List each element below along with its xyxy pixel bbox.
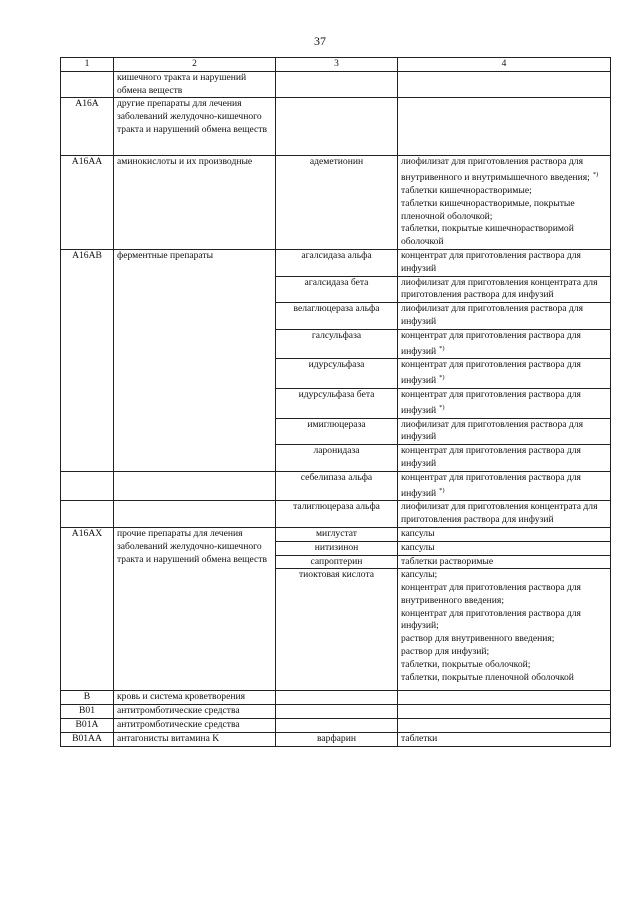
drug-name-cell: идурсульфаза бета xyxy=(276,388,398,418)
group-name-cell: другие препараты для лечения заболеваний желудочно-кишечного тракта и нарушений обмена веществ xyxy=(114,98,276,156)
drug-name-cell: адеметионин xyxy=(276,156,398,250)
column-header: 1 xyxy=(61,58,114,72)
dosage-form-cell xyxy=(398,71,611,98)
drug-name-cell: нитизинон xyxy=(276,541,398,555)
group-name-cell: кровь и система кроветворения xyxy=(114,691,276,705)
dosage-form-cell: лиофилизат для приготовления концентрата для приготовления раствора для инфузий xyxy=(398,501,611,528)
group-name-cell: антитромботические средства xyxy=(114,705,276,719)
atc-code-cell xyxy=(61,71,114,98)
table-row xyxy=(61,705,611,719)
dosage-form-cell xyxy=(398,329,611,359)
drug-name-cell: себелипаза альфа xyxy=(276,471,398,501)
drug-name-cell xyxy=(276,98,398,156)
dosage-form-cell xyxy=(398,98,611,156)
dosage-form-line: раствор для внутривенного введения; xyxy=(401,633,555,645)
dosage-form-cell xyxy=(398,719,611,733)
table-row xyxy=(61,719,611,733)
group-name-cell xyxy=(114,471,276,501)
dosage-form-cell: лиофилизат для приготовления раствора для инфузий xyxy=(398,418,611,445)
dosage-form-line: концентрат для приготовления раствора для инфузий xyxy=(401,388,581,416)
drug-name-cell xyxy=(276,71,398,98)
footnote-mark: *) xyxy=(439,374,445,382)
atc-code-cell xyxy=(61,471,114,501)
drug-name-cell: агалсидаза альфа xyxy=(276,249,398,276)
atc-code-cell: A16A xyxy=(61,98,114,156)
drug-name-cell: варфарин xyxy=(276,732,398,746)
table-row xyxy=(61,691,611,705)
atc-code-cell: B01 xyxy=(61,705,114,719)
dosage-form-cell: таблетки растворимые xyxy=(398,555,611,569)
column-header: 4 xyxy=(398,58,611,72)
dosage-form-line: таблетки кишечнорастворимые; xyxy=(401,184,532,196)
drug-name-cell xyxy=(276,719,398,733)
drug-name-cell: велаглюцераза альфа xyxy=(276,303,398,330)
group-name-cell: прочие препараты для лечения заболеваний желудочно-кишечного тракта и нарушений обмена веществ xyxy=(114,527,276,691)
atc-code-cell: B01AA xyxy=(61,732,114,746)
dosage-form-line: лиофилизат для приготовления раствора для внутривенного и внутримышечного введения; xyxy=(401,156,590,184)
header-row xyxy=(61,58,611,72)
dosage-form-cell xyxy=(398,569,611,691)
group-name-cell: аминокислоты и их производные xyxy=(114,156,276,250)
dosage-form-cell: лиофилизат для приготовления концентрата для приготовления раствора для инфузий xyxy=(398,276,611,303)
dosage-form-line: таблетки, покрытые кишечнорастворимой оболочкой xyxy=(401,223,574,248)
dosage-form-cell xyxy=(398,388,611,418)
dosage-form-cell xyxy=(398,471,611,501)
group-name-cell xyxy=(114,501,276,528)
group-name-cell: антагонисты витамина K xyxy=(114,732,276,746)
atc-code-cell: B xyxy=(61,691,114,705)
dosage-form-line: раствор для инфузий; xyxy=(401,646,490,658)
dosage-form-cell xyxy=(398,156,611,250)
dosage-form-cell: концентрат для приготовления раствора для инфузий xyxy=(398,445,611,472)
dosage-form-line: концентрат для приготовления раствора для внутривенного введения; xyxy=(401,582,581,606)
group-name-cell: антитромботические средства xyxy=(114,719,276,733)
drug-name-cell: миглустат xyxy=(276,527,398,541)
dosage-form-line: таблетки, покрытые оболочкой; xyxy=(401,658,531,670)
dosage-form-cell xyxy=(398,705,611,719)
drug-name-cell: агалсидаза бета xyxy=(276,276,398,303)
drug-name-cell: ларонидаза xyxy=(276,445,398,472)
drug-name-cell xyxy=(276,705,398,719)
drug-table xyxy=(60,57,611,747)
dosage-form-cell: лиофилизат для приготовления раствора для инфузий xyxy=(398,303,611,330)
table-row xyxy=(61,471,611,501)
table-row xyxy=(61,501,611,528)
drug-name-cell: талиглюцераза альфа xyxy=(276,501,398,528)
footnote-mark: *) xyxy=(439,486,445,494)
table-row xyxy=(61,732,611,746)
table-row xyxy=(61,527,611,541)
table-row xyxy=(61,98,611,156)
table-row xyxy=(61,156,611,250)
column-header: 3 xyxy=(276,58,398,72)
footnote-mark: *) xyxy=(439,344,445,352)
atc-code-cell xyxy=(61,501,114,528)
atc-code-cell: A16AB xyxy=(61,249,114,471)
atc-code-cell: A16AX xyxy=(61,527,114,691)
dosage-form-cell xyxy=(398,359,611,389)
page-number: 37 xyxy=(314,34,326,48)
drug-name-cell: сапроптерин xyxy=(276,555,398,569)
dosage-form-line: концентрат для приготовления раствора для инфузий xyxy=(401,329,581,357)
dosage-form-cell: капсулы xyxy=(398,541,611,555)
atc-code-cell: A16AA xyxy=(61,156,114,250)
drug-name-cell: имиглюцераза xyxy=(276,418,398,445)
footnote-mark: *) xyxy=(592,171,599,179)
column-header: 2 xyxy=(114,58,276,72)
dosage-form-line: капсулы; xyxy=(401,569,438,581)
group-name-cell: ферментные препараты xyxy=(114,249,276,471)
footnote-mark: *) xyxy=(439,403,445,411)
atc-code-cell: B01A xyxy=(61,719,114,733)
table-row xyxy=(61,249,611,276)
dosage-form-cell: концентрат для приготовления раствора для инфузий xyxy=(398,249,611,276)
dosage-form-line: концентрат для приготовления раствора для инфузий xyxy=(401,359,581,387)
drug-name-cell: идурсульфаза xyxy=(276,359,398,389)
dosage-form-line: таблетки кишечнорастворимые, покрытые пленочной оболочкой; xyxy=(401,197,575,222)
drug-name-cell xyxy=(276,691,398,705)
drug-name-cell: тиоктовая кислота xyxy=(276,569,398,691)
dosage-form-line: концентрат для приготовления раствора для инфузий xyxy=(401,471,581,499)
dosage-form-cell: капсулы xyxy=(398,527,611,541)
table-row xyxy=(61,71,611,98)
dosage-form-line: концентрат для приготовления раствора для инфузий; xyxy=(401,607,581,632)
drug-name-cell: галсульфаза xyxy=(276,329,398,359)
group-name-cell: кишечного тракта и нарушений обмена веществ xyxy=(114,71,276,98)
dosage-form-cell xyxy=(398,691,611,705)
dosage-form-line: таблетки, покрытые пленочной оболочкой xyxy=(401,671,574,683)
dosage-form-cell: таблетки xyxy=(398,732,611,746)
